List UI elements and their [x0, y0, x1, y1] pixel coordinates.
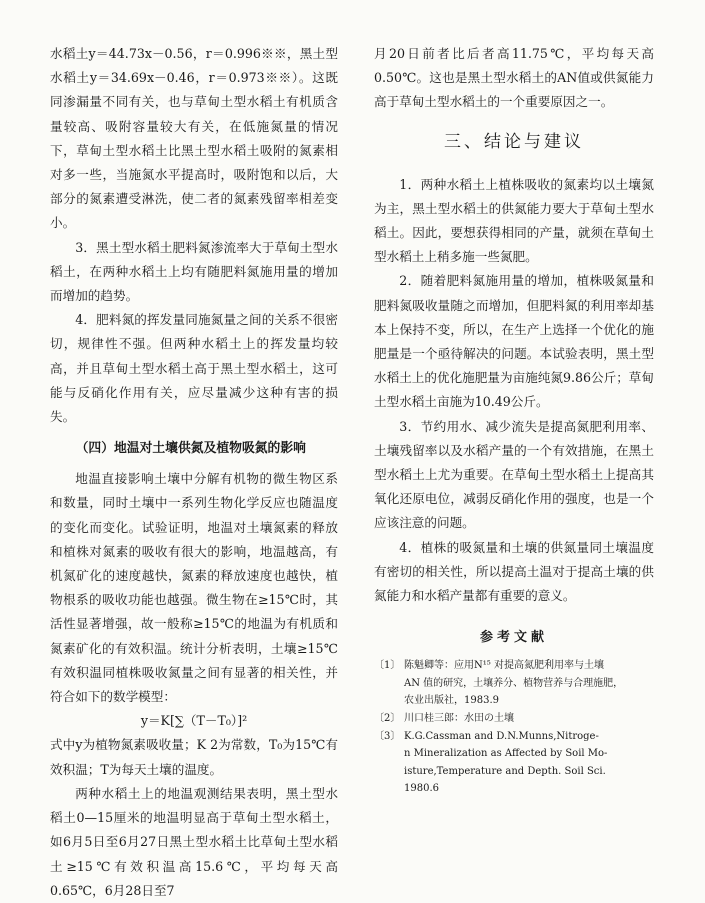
- subsection-heading: （四）地温对土壤供氮及植物吸氮的影响: [75, 441, 306, 457]
- reference-line: 陈魁卿等：应用N¹⁵ 对提高氮肥利用率与土壤: [404, 660, 604, 672]
- reference-item: [374, 657, 654, 710]
- reference-number: 〔3〕: [374, 730, 401, 742]
- paragraph-regression-results: 水稻土y＝44.73x－0.56，r＝0.996※※，黑土型水稻土y＝34.69x－0.46，r＝0.973※※）。这既同渗漏量不同有关，也与草甸土型水稻土有机质含量较高、吸附容量较大有关，在低施氮量的情况下，草甸土型水稻土比黑土型水稻土吸附的氮素相对多一些，当施氮水平提高时，吸附饱和以后，大部分的氮素遭受淋洗，使二者的氮素残留率相差变小。: [50, 46, 338, 231]
- paragraph-item-4: 4．肥料氮的挥发量同施氮量之间的关系不很密切，规律性不强。但两种水稻土上的挥发量均较高，并且草甸土型水稻土高于黑土型水稻土，这可能与反硝化作用有关，应尽量减少这种有害的损失。: [50, 312, 338, 425]
- reference-number: 〔1〕: [374, 660, 401, 672]
- conclusion-item-3: 3．节约用水、减少流失是提高氮肥利用率、土壤残留率以及水稻产量的一个有效措施，在黑土型水稻土上尤为重要。在草甸土型水稻土上提高其氧化还原电位，减弱反硝化作用的强度，也是一个应该注意的问题。: [374, 418, 654, 531]
- references-section: [374, 626, 654, 798]
- section-title-conclusions: 三、结论与建议: [444, 131, 584, 152]
- right-column: [374, 42, 654, 798]
- reference-line: n Mineralization as Affected by Soil Mo-: [404, 748, 608, 760]
- reference-line: 农业出版社，1983.9: [404, 695, 499, 707]
- reference-line: 川口桂三郎：水田の土壤: [404, 713, 514, 725]
- reference-line: isture,Temperature and Depth. Soil Sci.: [404, 765, 606, 777]
- references-title: 参考文献: [479, 630, 548, 646]
- paragraph-item-3: 3．黑土型水稻土肥料氮渗流率大于草甸土型水稻土，在两种水稻土上均有随肥料氮施用量的增加而增加的趋势。: [50, 239, 338, 304]
- reference-line: 1980.6: [404, 783, 439, 795]
- paragraph-formula-explanation: 式中y为植物氮素吸收量；K 2为常数，T₀为15℃有效积温；T为每天土壤的温度。: [50, 737, 338, 777]
- reference-item: [374, 728, 654, 798]
- conclusion-item-4: 4．植株的吸氮量和土壤的供氮量同土壤温度有密切的相关性，所以提高土温对于提高土壤的供氮能力和水稻产量都有重要的意义。: [374, 539, 654, 604]
- paragraph-temperature-observation: 两种水稻土上的地温观测结果表明，黑土型水稻土0—15厘米的地温明显高于草甸土型水稻土，如6月5日至6月27日黑土型水稻土比草甸土型水稻土≥15℃有效积温高15.6℃，平均每天高0.65℃，6月28日至7: [50, 785, 338, 898]
- paragraph-soil-temperature: 地温直接影响土壤中分解有机物的微生物区系和数量，同时土壤中一系列生物化学反应也随温度的变化而变化。试验证明，地温对土壤氮素的释放和植株对氮素的吸收有很大的影响，地温越高，有机氮矿化的速度越快，氮素的释放速度也越快，植物根系的吸收功能也越强。微生物在≥15℃时，其活性显著增强，故一般称≥15℃的地温为有机质和氮素矿化的有效积温。统计分析表明，土壤≥15℃有效积温同植株吸收氮量之间有显著的相关性，并符合如下的数学模型：: [50, 471, 338, 705]
- reference-item: [374, 710, 654, 728]
- reference-line: K.G.Cassman and D.N.Munns,Nitroge-: [404, 730, 599, 742]
- left-column: [50, 42, 338, 903]
- reference-line: AN 值的研究，土壤养分、植物营养与合理施肥，: [404, 677, 624, 689]
- conclusion-item-2: 2．随着肥料氮施用量的增加，植株吸氮量和肥料氮吸收量随之而增加，但肥料氮的利用率却基本上保持不变，所以，在生产上选择一个优化的施肥量是一个亟待解决的问题。本试验表明，黑土型水稻土上的优化施肥量为亩施纯氮9.86公斤；草甸土型水稻土亩施为10.49公斤。: [374, 273, 654, 410]
- reference-number: 〔2〕: [374, 713, 401, 725]
- math-formula: y＝K[∑（T－T₀）]²: [140, 713, 248, 729]
- conclusion-item-1: 1．两种水稻土上植株吸收的氮素均以土壤氮为主，黑土型水稻土的供氮能力要大于草甸土型水稻土。因此，要想获得相同的产量，就须在草甸土型水稻土上稍多施一些氮肥。: [374, 176, 654, 265]
- paragraph-continued: 月20日前者比后者高11.75℃，平均每天高0.50℃。这也是黑土型水稻土的AN值或供氮能力高于草甸土型水稻土的一个重要原因之一。: [374, 46, 654, 110]
